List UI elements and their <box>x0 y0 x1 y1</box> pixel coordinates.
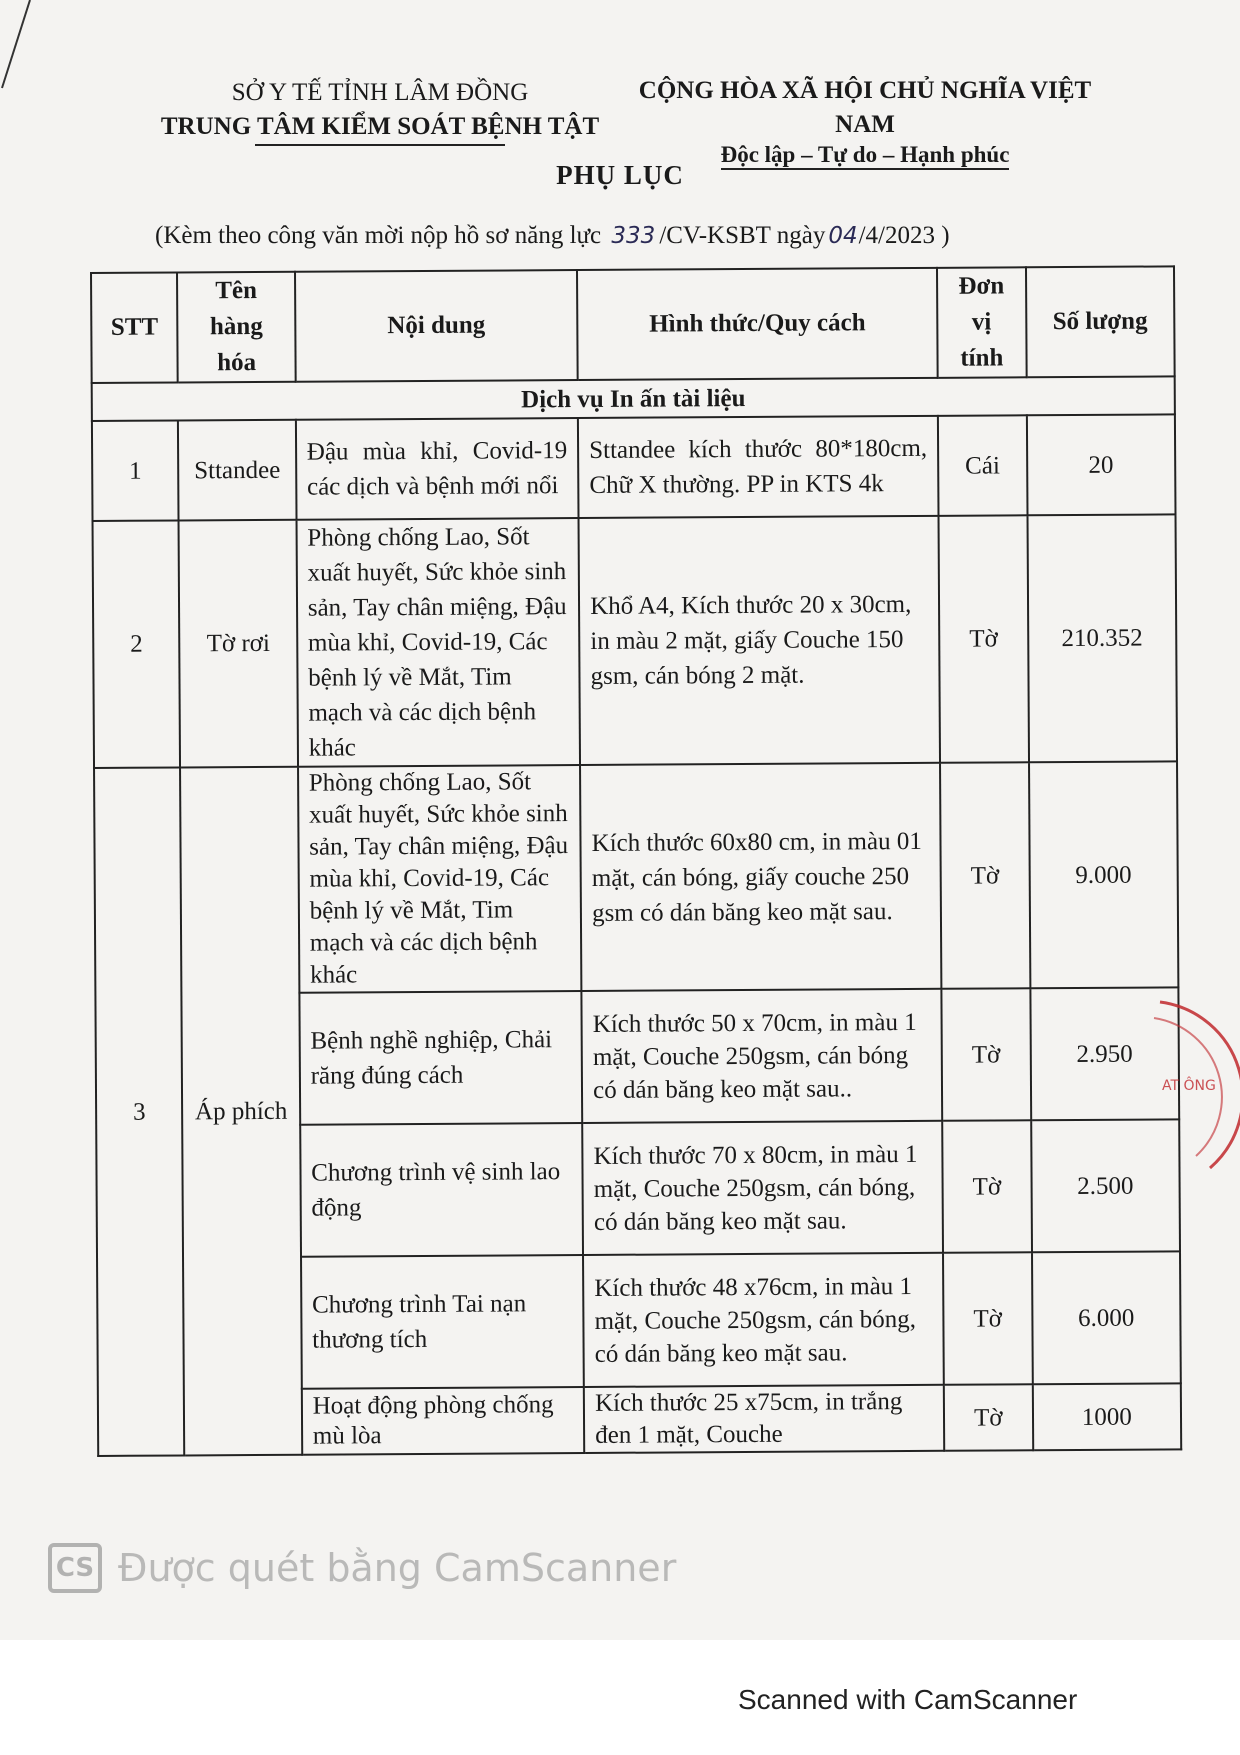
header-item: Tên hàng hóa <box>177 272 295 383</box>
row-content: Chương trình vệ sinh lao động <box>300 1123 583 1257</box>
table-row <box>94 761 1178 994</box>
group-item: Áp phích <box>180 767 302 1456</box>
row-content: Hoạt động phòng chống mù lòa <box>302 1387 585 1455</box>
row-qty: 2.950 <box>1030 987 1179 1120</box>
row-qty: 1000 <box>1032 1383 1181 1450</box>
header-spec: Hình thức/Quy cách <box>577 268 938 380</box>
section-title: Dịch vụ In ấn tài liệu <box>92 376 1175 421</box>
row-unit: Tờ <box>939 515 1029 763</box>
country-name: CỘNG HÒA XÃ HỘI CHỦ NGHĨA VIỆT NAM <box>638 77 1092 138</box>
row-stt: 1 <box>92 420 179 521</box>
row-spec: Sttandee kích thước 80*180cm, Chữ X thường. PP in KTS 4k <box>578 416 938 518</box>
row-qty: 9.000 <box>1029 761 1179 988</box>
row-unit: Tờ <box>940 762 1030 989</box>
handwritten-day: 04 <box>828 223 858 249</box>
issuer-underline <box>255 144 505 146</box>
section-row <box>92 376 1175 421</box>
watermark-text: Được quét bằng CamScanner <box>118 1546 677 1590</box>
document-title: PHỤ LỤC <box>556 160 684 190</box>
table-header-row <box>91 266 1175 383</box>
appendix-table <box>90 265 1182 1457</box>
row-unit: Cái <box>938 415 1027 516</box>
header-qty: Số lượng <box>1026 266 1175 377</box>
group-stt: 3 <box>94 767 185 1456</box>
row-content: Chương trình Tai nạn thương tích <box>301 1255 584 1389</box>
row-qty: 20 <box>1026 414 1175 515</box>
scanned-with-label: Scanned with CamScanner <box>738 1684 1078 1715</box>
red-seal-stamp <box>1130 990 1240 1180</box>
row-spec <box>579 516 940 765</box>
row-spec-line1: Khổ A4, Kích thước 20 x 30cm, <box>590 590 912 620</box>
row-content: Đậu mùa khỉ, Covid-19 các dịch và bệnh mới nổi <box>296 418 579 520</box>
appendix-table-wrapper <box>90 265 1182 1457</box>
table-row <box>92 414 1176 521</box>
issuer-center: TRUNG TÂM KIỂM SOÁT BỆNH TẬT <box>160 113 600 140</box>
row-unit: Tờ <box>941 988 1030 1121</box>
row-unit: Tờ <box>943 1252 1032 1385</box>
header-stt: STT <box>91 272 178 383</box>
issuer-block <box>160 76 600 146</box>
camscanner-logo-icon: CS <box>48 1543 102 1593</box>
row-spec: Kích thước 60x80 cm, in màu 01 mặt, cán bóng, giấy couche 250 gsm có dán băng keo mặt sau. <box>580 763 941 991</box>
stamp-text: AT ÔNG <box>1162 1078 1216 1094</box>
document-subtitle <box>155 222 950 250</box>
row-spec: Kích thước 50 x 70cm, in màu 1 mặt, Couche 250gsm, cán bóng có dán băng keo mặt sau.. <box>582 989 943 1123</box>
subtitle-middle: /CV-KSBT ngày <box>659 222 826 249</box>
handwritten-doc-number: 333 <box>611 223 656 249</box>
row-content: Phòng chống Lao, Sốt xuất huyết, Sức khỏe sinh sản, Tay chân miệng, Đậu mùa khỉ, Covid-19, Các bệnh lý về Mắt, Tim mạch và các dịch bệnh khác <box>296 518 580 767</box>
header-content: Nội dung <box>295 270 578 382</box>
subtitle-suffix: /4/2023 ) <box>858 222 950 249</box>
camscanner-watermark <box>48 1540 676 1596</box>
row-item: Sttandee <box>178 420 296 521</box>
national-motto: Độc lập – Tự do – Hạnh phúc <box>721 142 1010 170</box>
row-qty: 6.000 <box>1032 1251 1181 1384</box>
issuer-department: SỞ Y TẾ TỈNH LÂM ĐỒNG <box>231 79 529 106</box>
row-qty: 210.352 <box>1027 514 1177 762</box>
scan-edge-mark <box>0 0 40 90</box>
row-content: Bệnh nghề nghiệp, Chải răng đúng cách <box>299 991 582 1125</box>
row-spec: Kích thước 70 x 80cm, in màu 1 mặt, Couche 250gsm, cán bóng, có dán băng keo mặt sau. <box>582 1121 943 1255</box>
row-spec: Kích thước 25 x75cm, in trắng đen 1 mặt, Couche <box>584 1385 944 1453</box>
row-unit: Tờ <box>944 1384 1033 1451</box>
national-motto-block <box>620 74 1110 170</box>
row-spec: Kích thước 48 x76cm, in màu 1 mặt, Couche 250gsm, cán bóng, có dán băng keo mặt sau. <box>583 1253 944 1387</box>
row-qty: 2.500 <box>1031 1119 1180 1252</box>
row-stt: 2 <box>93 520 181 768</box>
row-spec-line2: in màu 2 mặt, giấy Couche 150 gsm, cán bóng 2 mặt. <box>590 626 904 690</box>
subtitle-prefix: (Kèm theo công văn mời nộp hồ sơ năng lực <box>155 222 602 249</box>
header-unit: Đơn vị tính <box>937 267 1026 378</box>
row-item: Tờ rơi <box>179 520 298 768</box>
row-unit: Tờ <box>942 1120 1031 1253</box>
table-row <box>93 514 1177 768</box>
row-content: Phòng chống Lao, Sốt xuất huyết, Sức khỏe sinh sản, Tay chân miệng, Đậu mùa khỉ, Covid-19, Các bệnh lý về Mắt, Tim mạch và các dịch bệnh khác <box>298 765 582 993</box>
